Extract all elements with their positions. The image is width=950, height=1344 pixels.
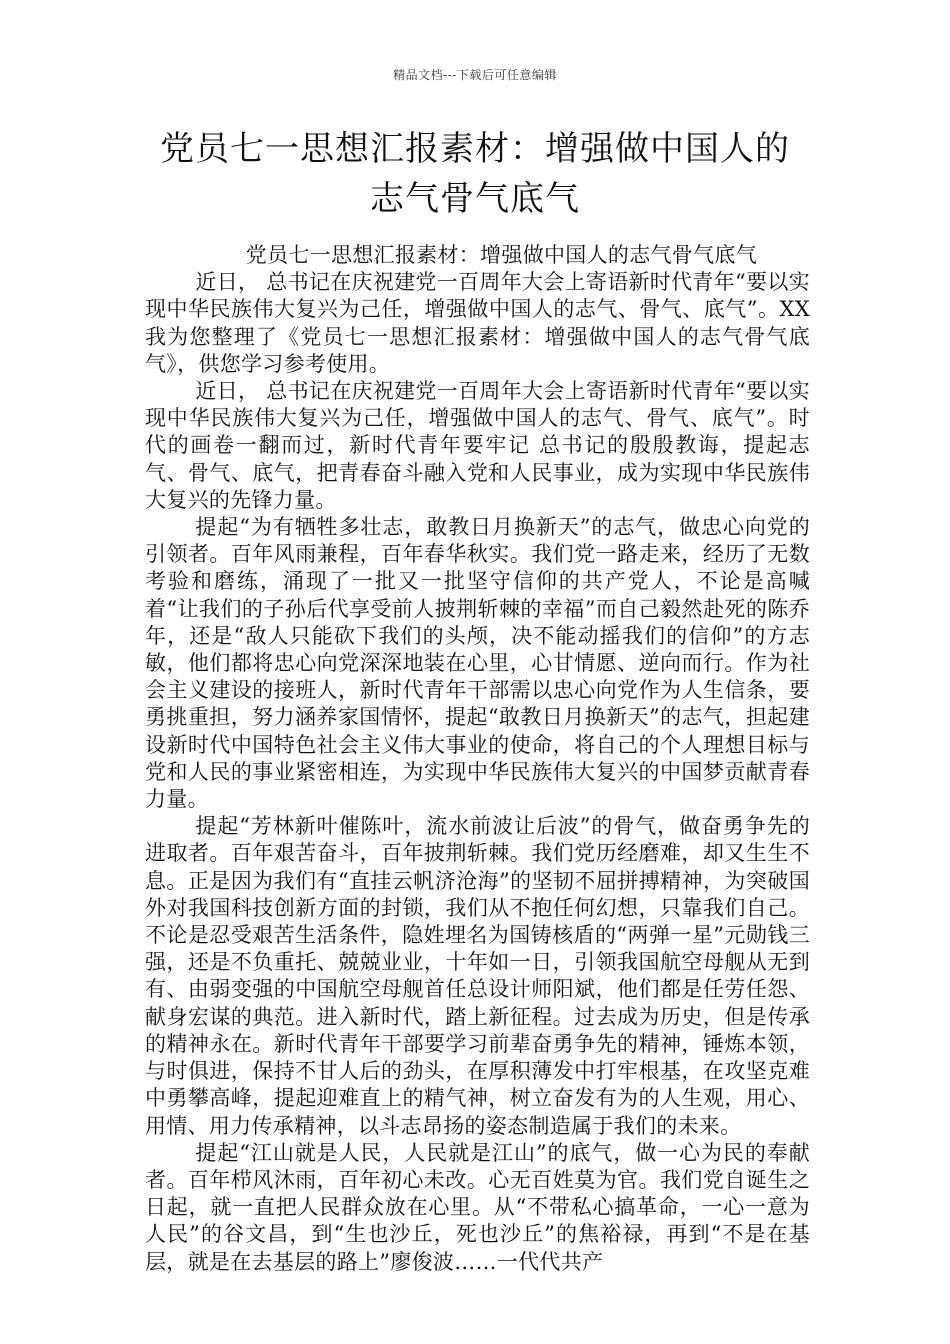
body-paragraph: 提起“江山就是人民，人民就是江山”的底气，做一心为民的奉献者。百年栉风沐雨，百年初心未改。心无百姓莫为官。我们党自诞生之日起，就一直把人民群众放在心里。从“不带私心搞革命，一心一意为人民”的谷文昌，到“生也沙丘，死也沙丘”的焦裕禄，再到“不是在基层，就是在去基层的路上”廖俊波……一代代共产 — [145, 1140, 810, 1274]
body-paragraph: 近日， 总书记在庆祝建党一百周年大会上寄语新时代青年“要以实现中华民族伟大复兴为己任，增强做中国人的志气、骨气、底气”。时代的画卷一翻而过，新时代青年要牢记 总书记的殷殷教诲，提起志气、骨气、底气，把青春奋斗融入党和人民事业，成为实现中华民族伟大复兴的先锋力量。 — [145, 379, 810, 512]
document-title — [145, 124, 805, 224]
title-line-1: 党员七一思想汇报素材：增强做中国人的 — [160, 129, 790, 169]
header-note: 精品文档---下载后可任意编辑 — [393, 68, 557, 82]
body-paragraph: 提起“芳林新叶催陈叶，流水前波让后波”的骨气，做奋勇争先的进取者。百年艰苦奋斗，百年披荆斩棘。我们党历经磨难，却又生生不息。正是因为我们有“直挂云帆济沧海”的坚韧不屈拼搏精神，为突破国外对我国科技创新方面的封锁，我们从不抱任何幻想，只靠我们自己。不论是忍受艰苦生活条件，隐姓埋名为国铸核盾的“两弹一星”元勋钱三强，还是不负重托、兢兢业业，十年如一日，引领我国航空母舰从无到有、由弱变强的中国航空母舰首任总设计师阳斌，他们都是任劳任怨、献身宏谋的典范。进入新时代，踏上新征程。过去成为历史，但是传承的精神永在。新时代青年干部要学习前辈奋勇争先的精神，锤炼本领，与时俱进，保持不甘人后的劲头，在厚积薄发中打牢根基，在攻坚克难中勇攀高峰，提起迎难直上的精气神，树立奋发有为的人生观，用心、用情、用力传承精神，以斗志昂扬的姿态制造属于我们的未来。 — [145, 814, 810, 1138]
document-body — [145, 242, 810, 1276]
body-paragraph: 提起“为有牺牲多壮志，敢教日月换新天”的志气，做忠心向党的引领者。百年风雨兼程，百年春华秋实。我们党一路走来，经历了无数考验和磨练，涌现了一批又一批坚守信仰的共产党人，不论是高喊着“让我们的子孙后代享受前人披荆斩棘的幸福”而自己毅然赴死的陈乔年，还是“敌人只能砍下我们的头颅，决不能动摇我们的信仰”的方志敏，他们都将忠心向党深深地装在心里，心甘情愿、逆向而行。作为社会主义建设的接班人，新时代青年干部需以忠心向党作为人生信条，要勇挑重担，努力涵养家国情怀，提起“敢教日月换新天”的志气，担起建设新时代中国特色社会主义伟大事业的使命，将自己的个人理想目标与党和人民的事业紧密相连，为实现中华民族伟大复兴的中国梦贡献青春力量。 — [145, 515, 810, 812]
title-line-2: 志气骨气底气 — [370, 179, 580, 219]
subtitle-paragraph: 党员七一思想汇报素材：增强做中国人的志气骨气底气 — [245, 243, 757, 267]
intro-paragraph: 近日， 总书记在庆祝建党一百周年大会上寄语新时代青年“要以实现中华民族伟大复兴为己任，增强做中国人的志气、骨气、底气”。XX我为您整理了《党员七一思想汇报素材：增强做中国人的志气骨气底气》，供您学习参考使用。 — [145, 270, 810, 376]
